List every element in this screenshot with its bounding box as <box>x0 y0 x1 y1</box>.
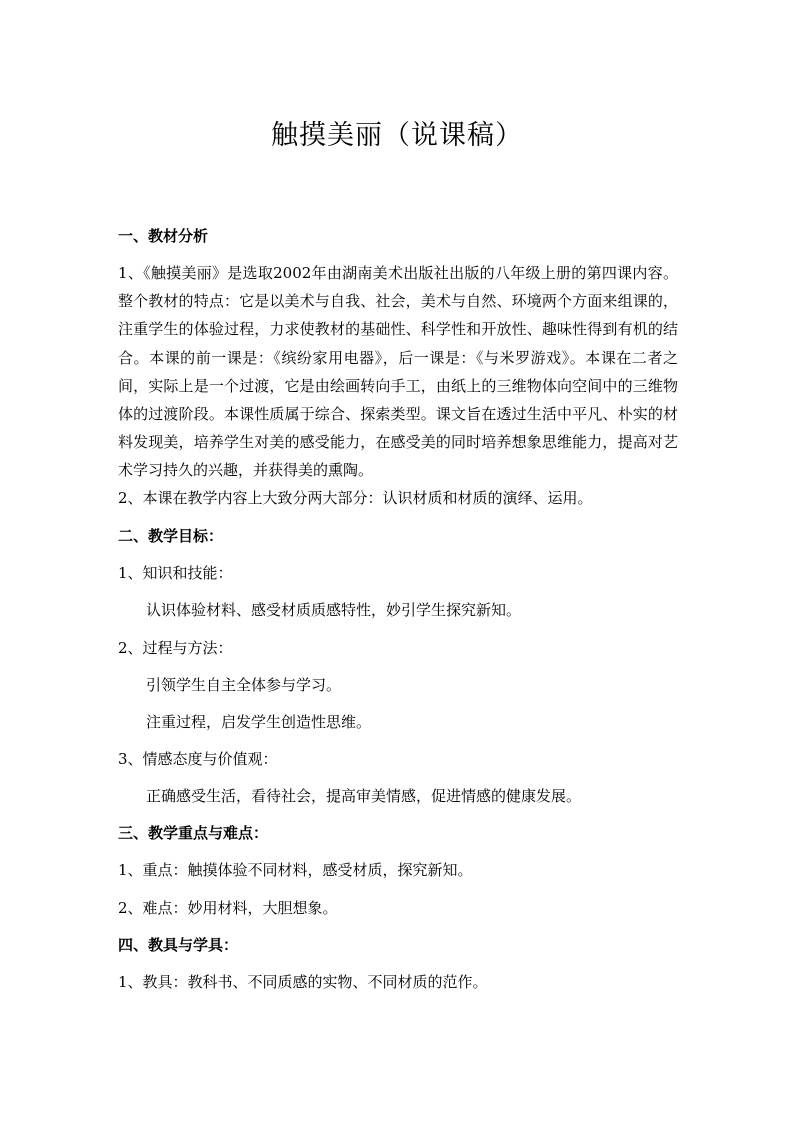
paragraph-content-parts: 2、本课在教学内容上大致分两大部分：认识材质和材质的演绎、运用。 <box>118 489 593 507</box>
key-point-item: 1、重点：触摸体验不同材料，感受材质，探究新知。 <box>118 861 473 879</box>
goal-process-label: 2、过程与方法： <box>118 639 233 657</box>
teaching-aids-item: 1、教具：教科书、不同质感的实物、不同材质的范作。 <box>118 973 488 991</box>
section-heading-key-points: 三、教学重点与难点： <box>118 824 269 842</box>
goal-emotion-text: 正确感受生活，看待社会，提高审美情感，促进情感的健康发展。 <box>146 787 582 805</box>
section-heading-teaching-material: 一、教材分析 <box>118 227 209 245</box>
goal-emotion-label: 3、情感态度与价值观： <box>118 750 278 768</box>
paragraph-material-analysis: 1、《触摸美丽》是选取2002年由湖南美术出版社出版的八年级上册的第四课内容。整个教材的特点：它是以美术与自我、社会，美术与自然、环境两个方面来组课的，注重学生的体验过程，力求使教材的基础性、科学性和开放性、趣味性得到有机的结合。本课的前一课是：《缤纷家用电器》，后一课是：《与米罗游戏》。本课在二者之间，实际上是一个过渡，它是由绘画转向手工，由纸上的三维物体向空间中的三维物体的过渡阶段。本课性质属于综合、探索类型。课文旨在透过生活中平凡、朴实的材料发现美，培养学生对美的感受能力，在感受美的同时培养想象思维能力，提高对艺术学习持久的兴趣，并获得美的熏陶。 <box>118 264 678 480</box>
section-heading-teaching-aids: 四、教具与学具： <box>118 936 239 954</box>
section-heading-teaching-goals: 二、教学目标： <box>118 527 224 545</box>
difficult-point-item: 2、难点：妙用材料，大胆想象。 <box>118 899 338 917</box>
document-title: 触摸美丽（说课稿） <box>271 120 523 151</box>
goal-process-text-b: 注重过程，启发学生创造性思维。 <box>146 713 372 731</box>
goal-knowledge-label: 1、知识和技能： <box>118 564 233 582</box>
goal-knowledge-text: 认识体验材料、感受材质质感特性，妙引学生探究新知。 <box>146 601 522 619</box>
goal-process-text-a: 引领学生自主全体参与学习。 <box>146 676 342 694</box>
